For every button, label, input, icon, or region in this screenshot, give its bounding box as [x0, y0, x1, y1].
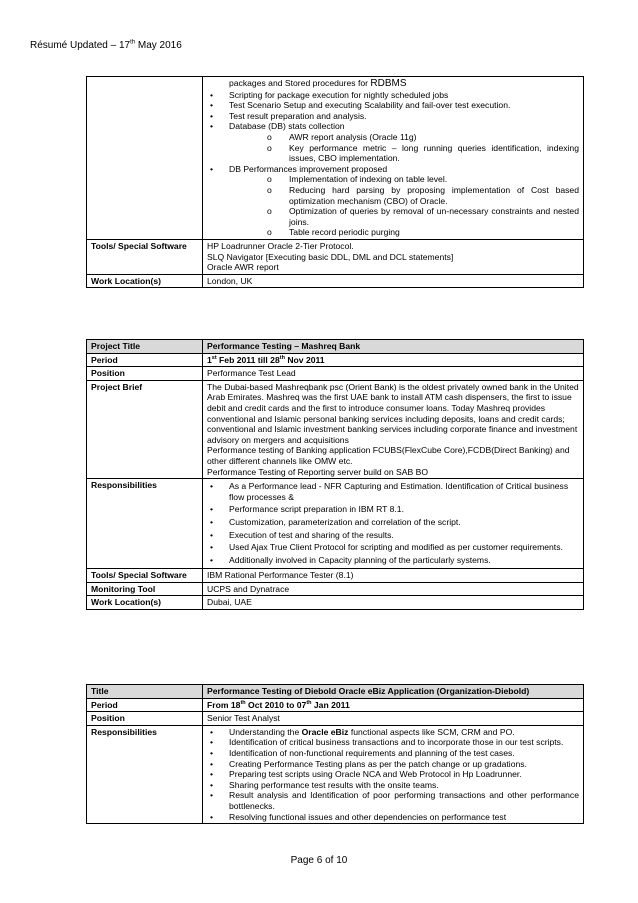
title-row: [87, 685, 584, 699]
tools-item: SLQ Navigator [Executing basic DDL, DML and DCL statements]: [207, 251, 454, 262]
continued-responsibilities-row: [87, 77, 584, 240]
page-number: Page 6 of 10: [290, 855, 348, 866]
brief-paragraph: Performance Testing of Reporting server build on SAB BO: [207, 466, 429, 477]
resp-label: Responsibilities: [87, 479, 203, 569]
period-label: Period: [87, 698, 203, 712]
work-location-row: [87, 596, 584, 610]
list-item: • Additionally involved in Capacity planning of the particularly systems.: [207, 555, 579, 566]
sub-list-item: o Reducing hard parsing by proposing implementation of Cost based optimization mechanism (CBO) of Oracle.: [229, 185, 579, 206]
sub-list-item: o AWR report analysis (Oracle 11g): [229, 132, 579, 143]
list-item: • As a Performance lead - NFR Capturing and Estimation. Identification of Critical business flow processes &: [207, 481, 579, 502]
brief-paragraph: The Dubai-based Mashreqbank psc (Orient Bank) is the oldest privately owned bank in the United Arab Emirates. Mashreq was the first UAE bank to install ATM cash dispensers, the first to issue debit and credit cards and the first to introduce consumer loans. Today Mashreq provides conventional and Islamic personal banking services including deposits, loans and credit cards; conventional and Islamic investment banking services including corporate finance and investment advisory on mergers and acquisitions: [207, 381, 579, 445]
period-label: Period: [87, 353, 203, 367]
brief-paragraph: Performance testing of Banking application FCUBS(FlexCube Core),FCDB(Direct Banking) and other different channels like OMW etc.: [207, 445, 570, 466]
list-item: • Scripting for package execution for nightly scheduled jobs: [207, 90, 579, 101]
list-item: • Creating Performance Testing plans as per the patch change or up gradations.: [207, 759, 579, 770]
tools-label: Tools/ Special Software: [87, 239, 203, 274]
work-location-row: [87, 274, 584, 288]
list-item: • Customization, parameterization and correlation of the script.: [207, 517, 579, 528]
list-item: • Test result preparation and analysis.: [207, 111, 579, 122]
project-title: Performance Testing of Diebold Oracle eBiz Application (Organization-Diebold): [203, 685, 584, 699]
resp-label: Responsibilities: [87, 725, 203, 823]
title-label: Title: [87, 685, 203, 699]
period-value: From 18th Oct 2010 to 07th Jan 2011: [203, 698, 584, 712]
work-value: Dubai, UAE: [203, 596, 584, 610]
sub-list-item: o Key performance metric – long running queries identification, indexing issues, CBO implementation.: [229, 143, 579, 164]
list-item: • Used Ajax True Client Protocol for scripting and modified as per customer requirements.: [207, 542, 579, 553]
brief-row: [87, 380, 584, 478]
list-item: • Test Scenario Setup and executing Scalability and fail-over test execution.: [207, 100, 579, 111]
tools-label: Tools/ Special Software: [87, 569, 203, 583]
list-item: • Resolving functional issues and other dependencies on performance test: [207, 812, 579, 823]
list-item: • Identification of critical business transactions and to incorporate those in our test scripts.: [207, 737, 579, 748]
responsibilities-row: [87, 479, 584, 569]
work-label: Work Location(s): [87, 274, 203, 288]
brief-label: Project Brief: [87, 380, 203, 478]
monitor-label: Monitoring Tool: [87, 582, 203, 596]
period-row: [87, 698, 584, 712]
list-item: • Result analysis and Identification of poor performing transactions and other performance bottlenecks.: [207, 790, 579, 811]
list-item: • Sharing performance test results with the onsite teams.: [207, 780, 579, 791]
responsibilities-row: [87, 725, 584, 823]
work-value: London, UK: [203, 274, 584, 288]
tools-row: [87, 569, 584, 583]
list-item: • DB Performances improvement proposed o Implementation of indexing on table level. o Reducing hard parsing by proposing implementation of Cost based optimization mechanism (CBO) of Oracle. o Optimization of queries by removal of un-necessary constraints and nested joins. o Table record periodic purging: [207, 164, 579, 238]
monitor-value: UCPS and Dynatrace: [203, 582, 584, 596]
title-row: [87, 340, 584, 354]
position-row: [87, 367, 584, 381]
position-value: Performance Test Lead: [203, 367, 584, 381]
position-row: [87, 712, 584, 726]
list-item: • Identification of non-functional requirements and planning of the test cases.: [207, 748, 579, 759]
project-table-continued: [86, 76, 584, 288]
sub-list-item: o Implementation of indexing on table level.: [229, 174, 579, 185]
list-item: • Preparing test scripts using Oracle NCA and Web Protocol in Hp Loadrunner.: [207, 769, 579, 780]
tools-item: Oracle AWR report: [207, 262, 279, 273]
list-item: • Performance script preparation in IBM RT 8.1.: [207, 504, 579, 515]
position-label: Position: [87, 712, 203, 726]
period-value: 1st Feb 2011 till 28th Nov 2011: [203, 353, 584, 367]
monitoring-row: [87, 582, 584, 596]
page-header: Résumé Updated – 17th May 2016: [30, 39, 182, 51]
tools-row: [87, 239, 584, 274]
list-item: • Execution of test and sharing of the results.: [207, 530, 579, 541]
title-label: Project Title: [87, 340, 203, 354]
project-title: Performance Testing – Mashreq Bank: [203, 340, 584, 354]
tools-value: IBM Rational Performance Tester (8.1): [203, 569, 584, 583]
sub-list-item: o Table record periodic purging: [229, 227, 579, 238]
list-item: • Database (DB) stats collection o AWR report analysis (Oracle 11g) o Key performance metric – long running queries identification, indexing issues, CBO implementation.: [207, 121, 579, 163]
sub-list-item: o Optimization of queries by removal of un-necessary constraints and nested joins.: [229, 206, 579, 227]
position-label: Position: [87, 367, 203, 381]
tools-item: HP Loadrunner Oracle 2-Tier Protocol.: [207, 240, 354, 251]
project-table-mashreq: [86, 339, 584, 610]
list-item: • Understanding the Oracle eBiz functional aspects like SCM, CRM and PO.: [207, 727, 579, 738]
period-row: [87, 353, 584, 367]
continued-line: packages and Stored procedures for RDBMS: [229, 78, 407, 89]
position-value: Senior Test Analyst: [203, 712, 584, 726]
project-table-diebold: [86, 684, 584, 824]
work-label: Work Location(s): [87, 596, 203, 610]
